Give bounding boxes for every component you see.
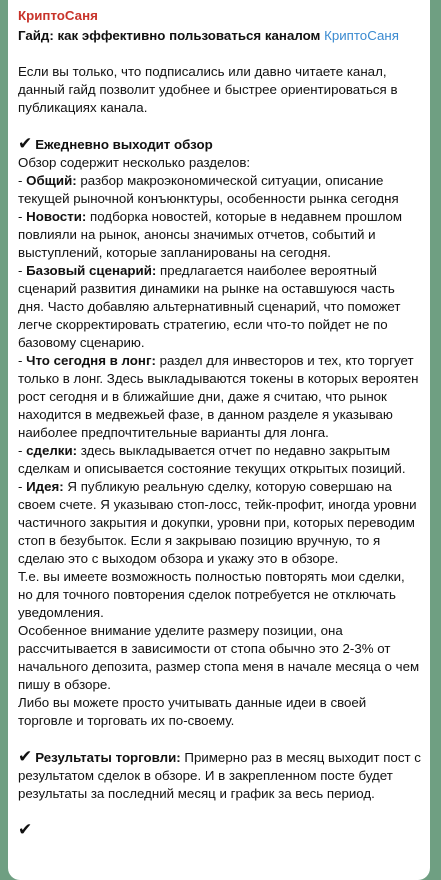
section-deals <box>18 442 422 478</box>
sender-name[interactable]: КриптоСаня <box>18 8 98 23</box>
results-heading: Результаты торговли: <box>35 750 181 765</box>
checkmark-icon: ✔ <box>18 821 33 839</box>
message-bubble <box>8 0 430 880</box>
section-text: подборка новостей, которые в недавнем прошлом повлияли на рынок, анонсы значимых отчетов, событий и выступлений, которые запланированы на сегодня. <box>18 209 403 260</box>
daily-heading-text: Ежедневно выходит обзор <box>35 137 213 152</box>
next-item-cutoff <box>18 821 422 840</box>
section-name: Базовый сценарий: <box>26 263 157 278</box>
bullet-dash: - <box>18 353 27 368</box>
section-name: сделки: <box>26 443 78 458</box>
title-text: Гайд: как эффективно пользоваться каналом <box>18 28 325 43</box>
section-name: Идея: <box>26 479 64 494</box>
daily-intro: Обзор содержит несколько разделов: <box>18 155 251 170</box>
section-base-scenario <box>18 262 422 352</box>
section-name: Новости: <box>26 209 87 224</box>
section-name: Общий: <box>26 173 77 188</box>
section-news <box>18 208 422 262</box>
channel-link[interactable]: КриптоСаня <box>324 28 399 43</box>
own-trading-paragraph: Либо вы можете просто учитывать данные идеи в своей торговле и торговать их по-своему. <box>18 695 367 728</box>
repeat-paragraph: Т.е. вы имеете возможность полностью повторять мои сделки, но для точного повторения сделок потребуется не отключать уведомления. <box>18 569 405 620</box>
position-size-paragraph: Особенное внимание уделите размеру позиции, она рассчитывается в зависимости от стопа обычно это 2-3% от начального депозита, размер стопа меня в начале месяца о чем пишу в обзоре. <box>18 623 420 692</box>
bullet-dash: - <box>18 263 27 278</box>
bullet-dash: - <box>18 443 27 458</box>
results-text: Примерно раз в месяц выходит пост с результатом сделок в обзоре. И в закрепленном посте будет результаты за последний месяц и график за весь период. <box>18 750 421 801</box>
section-text: разбор макроэкономической ситуации, описание текущей рыночной конъюнктуры, особенности рынка сегодня <box>18 173 399 206</box>
bullet-dash: - <box>18 209 27 224</box>
intro-paragraph: Если вы только, что подписались или давно читаете канал, данный гайд позволит удобнее и быстрее ориентироваться в публикациях канала. <box>18 64 398 115</box>
section-text: предлагается наиболее вероятный сценарий развития динамики на рынке на оставшуюся часть дня. Часто добавляю альтернативный сценарий, что поможет легче скорректировать стратегию, если что-то пойдет не по базовому сценарию. <box>18 263 401 350</box>
section-text: Я публикую реальную сделку, которую совершаю на своем счете. Я указываю стоп-лосс, тейк-профит, иногда уровни частичного закрытия и докупки, уровни при, которых переводим стоп в безубыток. Если я закрываю позицию вручную, то я сделаю это с выходом обзора и укажу это в обзоре. <box>18 479 417 566</box>
bullet-dash: - <box>18 173 27 188</box>
section-idea <box>18 478 422 568</box>
section-general <box>18 172 422 208</box>
section-name: Что сегодня в лонг: <box>26 353 156 368</box>
checkmark-icon: ✔ <box>18 747 33 766</box>
bullet-dash: - <box>18 479 27 494</box>
results-paragraph <box>18 748 422 803</box>
checkmark-icon: ✔ <box>18 134 33 153</box>
section-long <box>18 352 422 442</box>
message-title <box>18 26 422 45</box>
section-text: раздел для инвесторов и тех, кто торгует только в лонг. Здесь выкладываются токены в которых вероятен рост сегодня и в ближайшие дни, даже я считаю, что рынок находится в медвежьей фазе, в данном разделе я указываю наиболее предпочтительные варианты для лонга. <box>18 353 419 440</box>
section-text: здесь выкладывается отчет по недавно закрытым сделкам и описывается состояние текущих открытых позиций. <box>18 443 406 476</box>
daily-heading <box>18 135 422 154</box>
